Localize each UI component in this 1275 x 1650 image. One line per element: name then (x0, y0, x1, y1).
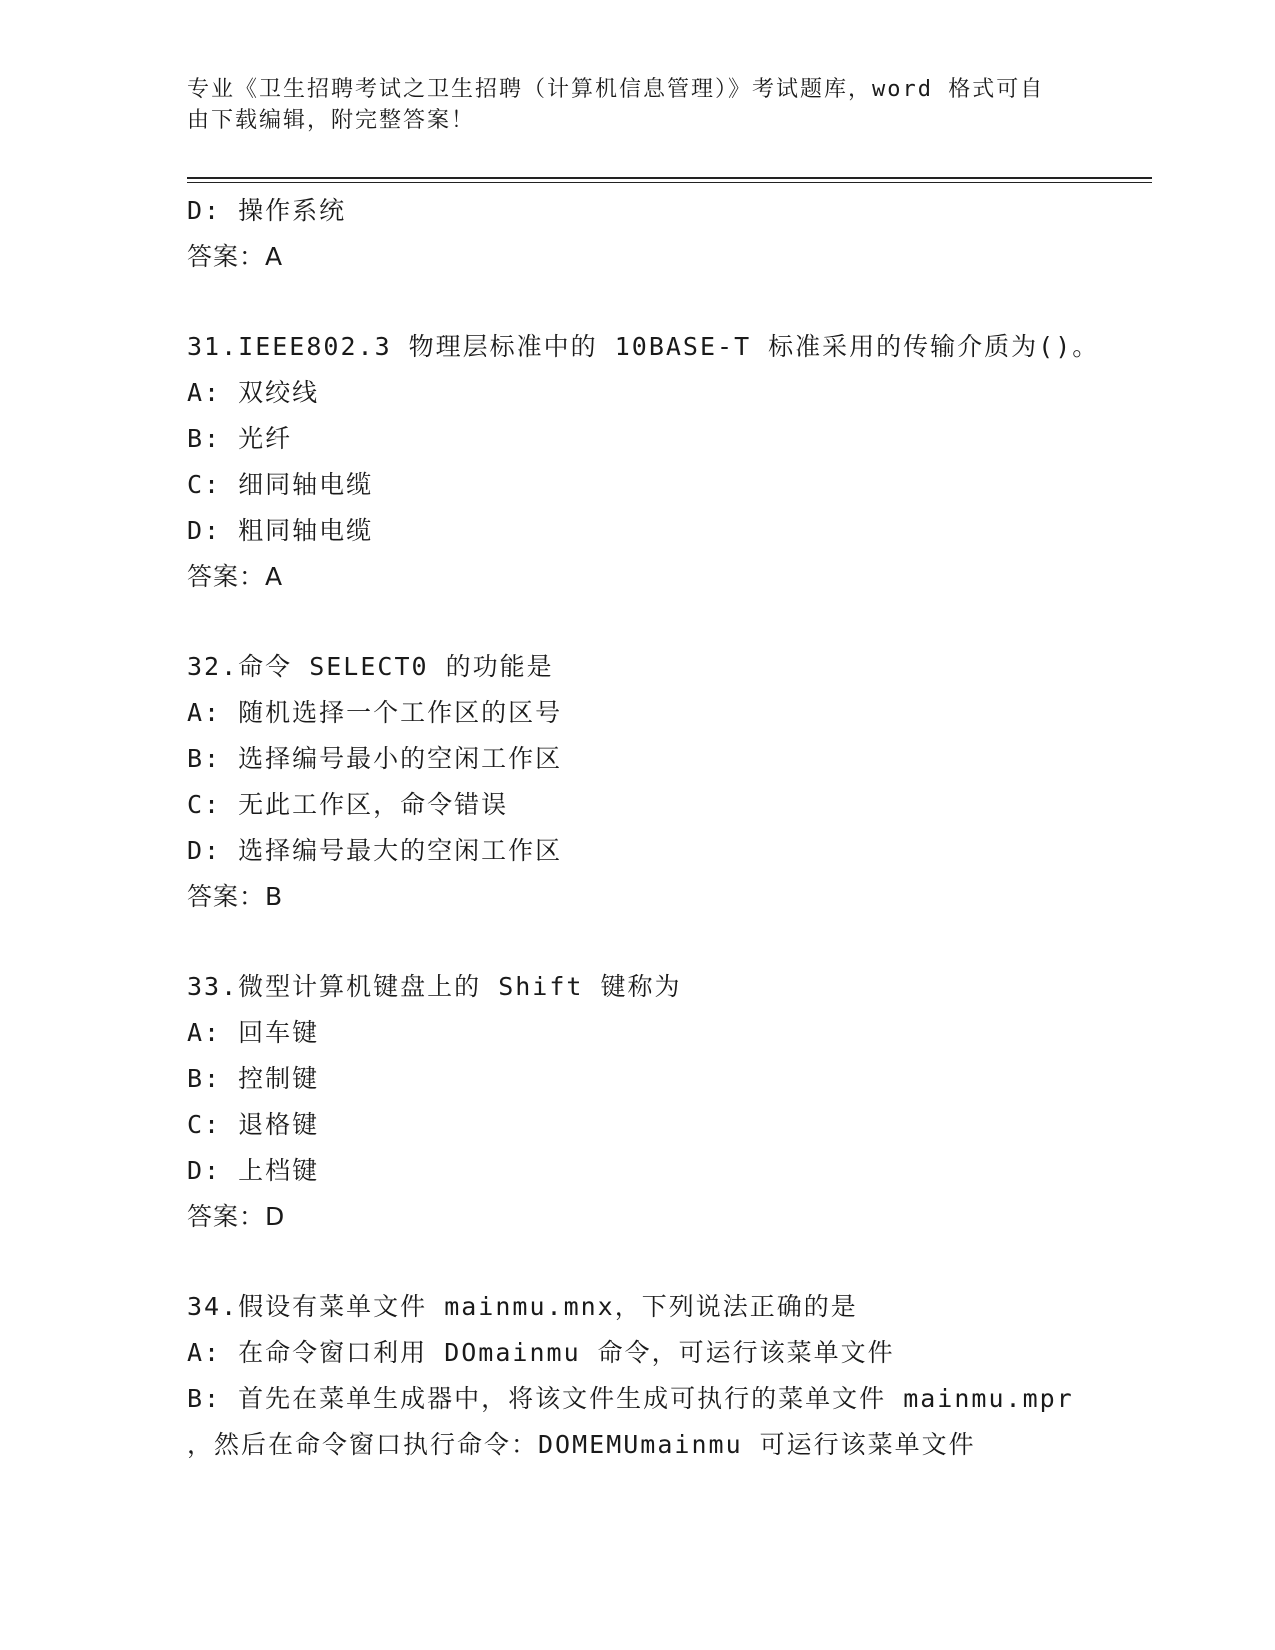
option-a: A: 在命令窗口利用 DOmainmu 命令，可运行该菜单文件 (187, 1338, 895, 1367)
question-33 (187, 964, 1087, 1240)
option-d: D: 粗同轴电缆 (187, 516, 374, 545)
answer-line: 答案：A (187, 242, 284, 271)
option-c: C: 细同轴电缆 (187, 470, 374, 499)
option-b: B: 选择编号最小的空闲工作区 (187, 744, 563, 773)
option-a: A: 回车键 (187, 1018, 320, 1047)
answer-line: 答案：B (187, 882, 284, 911)
option-b-continued: ，然后在命令窗口执行命令：DOMEMUmainmu 可运行该菜单文件 (187, 1430, 976, 1459)
header-divider-thick (187, 177, 1152, 179)
option-b: B: 控制键 (187, 1064, 320, 1093)
question-list (187, 188, 1100, 1468)
previous-question-tail (187, 188, 1087, 280)
answer-line: 答案：A (187, 562, 284, 591)
question-stem: 31.IEEE802.3 物理层标准中的 10BASE-T 标准采用的传输介质为()。 (187, 332, 1100, 361)
question-34 (187, 1284, 1087, 1468)
question-stem: 32.命令 SELECT0 的功能是 (187, 652, 554, 681)
question-stem: 33.微型计算机键盘上的 Shift 键称为 (187, 972, 682, 1001)
option-d: D: 选择编号最大的空闲工作区 (187, 836, 563, 865)
document-header (187, 74, 1087, 136)
header-line-1: 专业《卫生招聘考试之卫生招聘（计算机信息管理）》考试题库，word 格式可自 (187, 77, 1045, 102)
option-d: D: 操作系统 (187, 196, 347, 225)
option-b: B: 首先在菜单生成器中，将该文件生成可执行的菜单文件 mainmu.mpr (187, 1384, 1074, 1413)
question-stem: 34.假设有菜单文件 mainmu.mnx，下列说法正确的是 (187, 1292, 858, 1321)
option-d: D: 上档键 (187, 1156, 320, 1185)
question-31 (187, 324, 1100, 600)
option-c: C: 退格键 (187, 1110, 320, 1139)
option-c: C: 无此工作区，命令错误 (187, 790, 509, 819)
option-b: B: 光纤 (187, 424, 293, 453)
option-a: A: 双绞线 (187, 378, 320, 407)
header-divider-thin (187, 182, 1152, 183)
option-a: A: 随机选择一个工作区的区号 (187, 698, 563, 727)
header-line-2: 由下载编辑，附完整答案！ (187, 108, 476, 133)
answer-line: 答案：D (187, 1202, 286, 1231)
question-32 (187, 644, 1087, 920)
